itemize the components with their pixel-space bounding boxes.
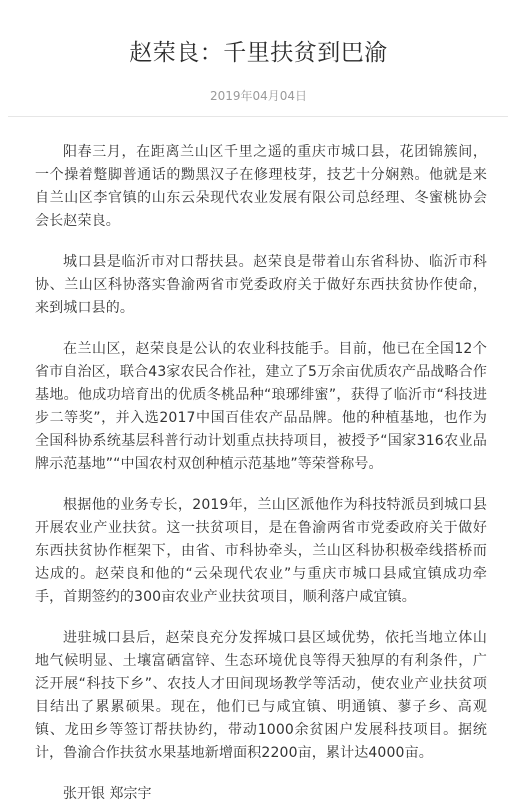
paragraph-3: 在兰山区，赵荣良是公认的农业科技能手。目前，他已在全国12个省市自治区，联合43家农民合作社，建立了5万余亩优质农产品战略合作基地。他成功培育出的优质冬桃品种“琅琊绯蜜”，获得了临沂市“科技进步二等奖”，并入选2017中国百佳农产品品牌。他的种植基地，也作为全国科协系统基层科普行动计划重点扶持项目，被授予“国家316农业品牌示范基地”“中国农村双创种植示范基地”等荣誉称号。	[35, 341, 487, 472]
title-divider	[8, 116, 508, 117]
paragraph-5: 进驻城口县后，赵荣良充分发挥城口县区域优势，依托当地立体山地气候明显、土壤富硒富锌、生态环境优良等得天独厚的有利条件，广泛开展“科技下乡”、农技人才田间现场教学等活动，使农业产业扶贫项目结出了累累硕果。现在，他们已与咸宜镇、明通镇、蓼子乡、高观镇、龙田乡等签订帮扶协约，带动1000余贫困户发展科技项目。据统计，鲁渝合作扶贫水果基地新增面积2200亩，累计达4000亩。	[35, 630, 487, 761]
paragraph-1: 阳春三月，在距离兰山区千里之遥的重庆市城口县，花团锦簇间，一个操着蹩脚普通话的黝黑汉子在修理枝芽，技艺十分娴熟。他就是来自兰山区李官镇的山东云朵现代农业发展有限公司总经理、冬蜜桃协会会长赵荣良。	[35, 144, 487, 229]
article-authors: 张开银 郑宗宇	[63, 786, 152, 802]
publish-date: 2019年04月04日	[209, 89, 308, 103]
article-body	[35, 141, 487, 806]
paragraph-2: 城口县是临沂市对口帮扶县。赵荣良是带着山东省科协、临沂市科协、兰山区科协落实鲁渝两省市党委政府关于做好东西扶贫协作使命，来到城口县的。	[35, 254, 487, 316]
paragraph-4: 根据他的业务专长，2019年，兰山区派他作为科技特派员到城口县开展农业产业扶贫。这一扶贫项目，是在鲁渝两省市党委政府关于做好东西扶贫协作框架下，由省、市科协牵头，兰山区科协积极牵线搭桥而达成的。赵荣良和他的“云朵现代农业”与重庆市城口县咸宜镇成功牵手，首期签约的300亩农业产业扶贫项目，顺利落户咸宜镇。	[35, 497, 487, 605]
article-title: 赵荣良：千里扶贫到巴渝	[129, 40, 388, 66]
